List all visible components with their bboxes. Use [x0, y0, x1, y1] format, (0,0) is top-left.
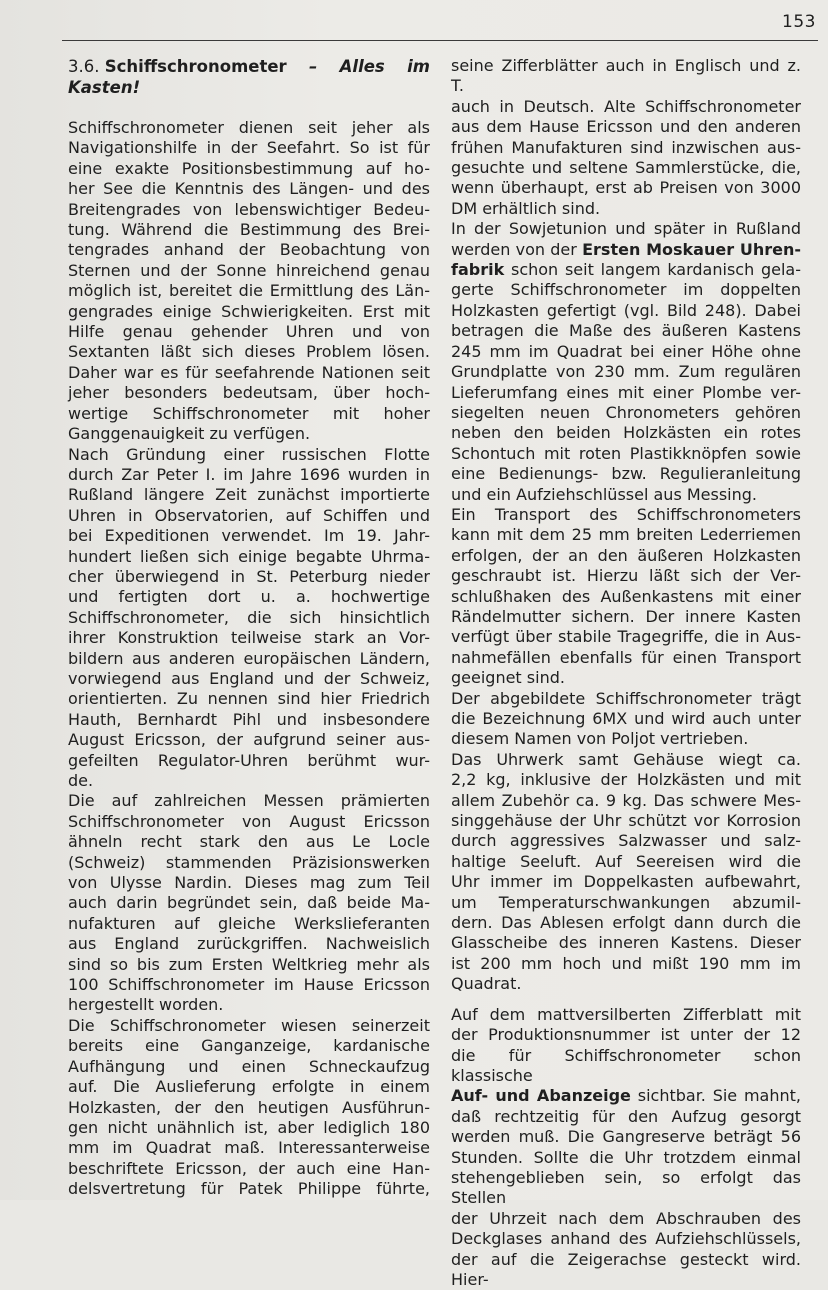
text-line: Uhren in Observatorien, auf Schiffen und — [68, 505, 430, 525]
text-line: ihrer Konstruktion teilweise stark an Vor- — [68, 628, 430, 648]
text-line: jeher besonders bedeutsam, über hoch- — [68, 383, 430, 403]
text-line: In der Sowjetunion und später in Rußland — [451, 219, 801, 239]
text-line: von Ulysse Nardin. Dieses mag zum Teil — [68, 873, 430, 893]
text-line: Der abgebildete Schiffschronometer trägt — [451, 688, 801, 708]
page-number: 153 — [782, 12, 816, 32]
text-line: aus England zurückgriffen. Nachweislich — [68, 934, 430, 954]
section-subtitle-word-2: im — [407, 57, 430, 76]
text-line: schlußhaken des Außenkastens mit einer — [451, 586, 801, 606]
text-line: Ganggenauigkeit zu verfügen. — [68, 424, 311, 444]
bold-term-factory: Ersten Moskauer Uhren- — [582, 239, 801, 259]
text-line: neben den beiden Holzkästen ein rotes — [451, 423, 801, 443]
text-line: tengrades anhand der Beobachtung von — [68, 240, 430, 260]
text-line: her See die Kenntnis des Längen- und des — [68, 179, 430, 199]
text-line: aus dem Hause Ericsson und den anderen — [451, 117, 801, 137]
text-line: 100 Schiffschronometer im Hause Ericsson — [68, 975, 430, 995]
text-line: delsvertretung für Patek Philippe führte, — [68, 1179, 430, 1199]
text-line: wenn überhaupt, erst ab Preisen von 3000 — [451, 178, 801, 198]
text-line: nahmefällen ebenfalls für einen Transport — [451, 647, 801, 667]
left-column — [68, 56, 430, 1200]
text-line: eine Bedienungs- bzw. Regulieranleitung — [451, 464, 801, 484]
text-line: Glasscheibe des inneren Kastens. Dieser — [451, 933, 801, 953]
text-line: gen nicht unähnlich ist, aber lediglich 180 — [68, 1117, 430, 1137]
section-heading — [68, 56, 430, 98]
text-line: gengrades einige Schwierigkeiten. Erst mit — [68, 301, 430, 321]
text-line: auf. Die Auslieferung erfolgte in einem — [68, 1077, 430, 1097]
text-line: stehengeblieben sein, so erfolgt das Stellen — [451, 1167, 801, 1208]
text-line: Quadrat. — [451, 974, 522, 994]
text-line: um Temperaturschwankungen abzumil- — [451, 892, 801, 912]
text-line: allem Zubehör ca. 9 kg. Das schwere Mes- — [451, 790, 801, 810]
text-line: beschriftete Ericsson, der auch eine Han- — [68, 1158, 430, 1178]
text-line: eine exakte Positionsbestimmung auf ho- — [68, 158, 430, 178]
text-line: Schontuch mit roten Plastikknöpfen sowie — [451, 443, 801, 463]
text-line: Auf dem mattversilberten Zifferblatt mit — [451, 1004, 801, 1024]
text-line: frühen Manufakturen sind inzwischen aus- — [451, 137, 801, 157]
text-line: der Produktionsnummer ist unter der 12 — [451, 1025, 801, 1045]
text-line: fabrik schon seit langem kardanisch gela- — [451, 260, 801, 280]
text-line: Rändelmutter sichern. Der innere Kasten — [451, 606, 801, 626]
text-line: vorwiegend aus England und der Schweiz, — [68, 668, 430, 688]
text-line: die Bezeichnung 6MX und wird auch unter — [451, 709, 801, 728]
text-line: verfügt über stabile Tragegriffe, die in Aus- — [451, 627, 801, 647]
text-line: orientierten. Zu nennen sind hier Friedrich — [68, 689, 430, 709]
text-line: Das Uhrwerk samt Gehäuse wiegt ca. — [451, 749, 801, 769]
text-line: ähneln recht stark den aus Le Locle — [68, 832, 430, 852]
text-line: Holzkasten gefertigt (vgl. Bild 248). Dabei — [451, 300, 801, 320]
text-line: Schiffschronometer, die sich hinsichtlich — [68, 607, 430, 627]
right-column — [451, 56, 801, 1290]
text-line: geeignet sind. — [451, 668, 565, 688]
text-line: Grundplatte von 230 mm. Zum regulären — [451, 362, 801, 382]
right-paragraph-1 — [451, 56, 801, 219]
text-line: mm im Quadrat maß. Interessanterweise — [68, 1138, 430, 1158]
text-line: gesuchte und seltene Sammlerstücke, die, — [451, 158, 801, 178]
text-line: werden muß. Die Gangreserve beträgt 56 — [451, 1127, 801, 1147]
text-line: Deckglases anhand des Aufziehschlüssels, — [451, 1229, 801, 1249]
text-line: möglich ist, bereitet die Ermittlung des Län- — [68, 281, 430, 301]
text-line: der Uhrzeit nach dem Abschrauben des — [451, 1208, 801, 1228]
text-line: de. — [68, 771, 94, 790]
text-line: Holzkasten, der den heutigen Ausführun- — [68, 1097, 430, 1117]
text-line: auch darin begründet sein, daß beide Ma- — [68, 893, 430, 913]
text-line: bei Expeditionen verwendet. Im 19. Jahr- — [68, 526, 430, 546]
text-line: bereits eine Ganganzeige, kardanische — [68, 1036, 430, 1056]
text-line: Sternen und der Sonne hinreichend genau — [68, 260, 430, 280]
text-line: (Schweiz) stammenden Präzisionswerken — [68, 852, 430, 872]
text-line: 2,2 kg, inklusive der Holzkästen und mit — [451, 770, 801, 790]
text-line: Daher war es für seefahrende Nationen seit — [68, 362, 430, 382]
text-line: Die Schiffschronometer wiesen seinerzeit — [68, 1015, 430, 1035]
section-subtitle-word-1: Alles — [339, 57, 385, 76]
text-line: hergestellt worden. — [68, 995, 224, 1015]
text-line: und ein Aufziehschlüssel aus Messing. — [451, 484, 758, 504]
text-line: gefeilten Regulator-Uhren berühmt wur- — [68, 750, 430, 770]
bold-term-factory-end: fabrik — [451, 260, 505, 280]
header-rule — [62, 40, 818, 41]
text-line: seine Zifferblätter auch in Englisch und z. T. — [451, 56, 801, 96]
text-line: auch in Deutsch. Alte Schiffschronometer — [451, 96, 801, 116]
text-line: dern. Das Ablesen erfolgt dann durch die — [451, 913, 801, 933]
text-line: durch aggressives Salzwasser und salz- — [451, 831, 801, 851]
right-paragraph-2 — [451, 219, 801, 994]
section-dash: – — [309, 57, 318, 76]
text-line: Nach Gründung einer russischen Flotte — [68, 444, 430, 464]
text-line: diesem Namen von Poljot vertrieben. — [451, 729, 749, 749]
text-line: Uhr immer im Doppelkasten aufbewahrt, — [451, 872, 801, 892]
bold-term-indicator: Auf- und Abanzeige — [451, 1086, 631, 1106]
text-line: haltige Seeluft. Auf Seereisen wird die — [451, 851, 801, 871]
section-number: 3.6. — [68, 57, 100, 76]
text-line: und fertigten dort u. a. hochwertige — [68, 587, 430, 607]
text-line: Die auf zahlreichen Messen prämierten — [68, 791, 430, 811]
text-line: hundert ließen sich einige begabte Uhrma- — [68, 546, 430, 566]
text-line: betragen die Maße des äußeren Kastens — [451, 321, 801, 341]
text-line: Rußland längere Zeit zunächst importierte — [68, 485, 430, 505]
text-line: 245 mm im Quadrat bei einer Höhe ohne — [451, 341, 801, 361]
text-line: ist 200 mm hoch und mißt 190 mm im — [451, 953, 801, 973]
text-line: geschraubt ist. Hierzu läßt sich der Ver- — [451, 566, 801, 586]
text-line: Aufhängung und einen Schneckaufzug — [68, 1056, 430, 1076]
text-line: der auf die Zeigerachse gesteckt wird. Hier- — [451, 1249, 801, 1289]
text-line: wertige Schiffschronometer mit hoher — [68, 403, 430, 423]
text-line: tung. Während die Bestimmung des Brei- — [68, 220, 430, 240]
left-column-text — [68, 118, 430, 1200]
text-line: die für Schiffschronometer schon klassische — [451, 1045, 801, 1085]
text-line: Hilfe genau gehender Uhren und von — [68, 322, 430, 342]
text-line: bildern aus anderen europäischen Ländern, — [68, 648, 430, 668]
text-line: August Ericsson, der aufgrund seiner aus- — [68, 730, 430, 750]
text-line: Ein Transport des Schiffschronometers — [451, 504, 801, 524]
text-line: Navigationshilfe in der Seefahrt. So ist für — [68, 138, 430, 158]
text-line: Auf- und Abanzeige sichtbar. Sie mahnt, — [451, 1086, 801, 1106]
text-line: siegelten neuen Chronometers gehören — [451, 402, 801, 422]
text-line: Stunden. Sollte die Uhr trotzdem einmal — [451, 1147, 801, 1167]
right-paragraph-3 — [451, 1005, 801, 1290]
text-line: Hauth, Bernhardt Pihl und insbesondere — [68, 709, 430, 729]
text-line: durch Zar Peter I. im Jahre 1696 wurden in — [68, 464, 430, 484]
text-line: Schiffschronometer dienen seit jeher als — [68, 118, 430, 137]
section-title: Schiffschronometer — [104, 57, 287, 76]
text-line: cher überwiegend in St. Peterburg nieder — [68, 566, 430, 586]
text-line: Schiffschronometer von August Ericsson — [68, 811, 430, 831]
text-line: kann mit dem 25 mm breiten Lederriemen — [451, 525, 801, 545]
text-line: Breitengrades von lebenswichtiger Bedeu- — [68, 199, 430, 219]
text-line: Sextanten läßt sich dieses Problem lösen. — [68, 342, 430, 362]
text-line: singgehäuse der Uhr schützt vor Korrosion — [451, 811, 801, 831]
text-line: sind so bis zum Ersten Weltkrieg mehr als — [68, 954, 430, 974]
text-line: gerte Schiffschronometer im doppelten — [451, 280, 801, 300]
text-line: erfolgen, der an den äußeren Holzkasten — [451, 545, 801, 565]
section-subtitle-line-2: Kasten! — [68, 78, 141, 97]
text-line: werden von der Ersten Moskauer Uhren- — [451, 239, 801, 259]
text-line: Lieferumfang eines mit einer Plombe ver- — [451, 382, 801, 402]
text-line: nufakturen auf gleiche Werkslieferanten — [68, 913, 430, 933]
text-line: DM erhältlich sind. — [451, 198, 601, 218]
text-line: daß rechtzeitig für den Aufzug gesorgt — [451, 1106, 801, 1126]
